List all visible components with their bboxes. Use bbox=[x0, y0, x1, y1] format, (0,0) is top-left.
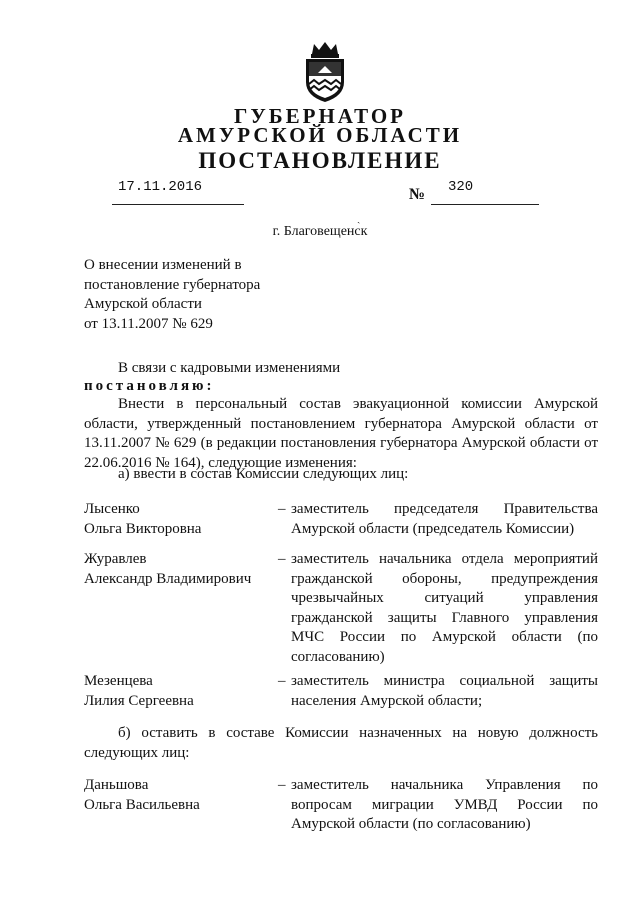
dash: – bbox=[278, 777, 286, 793]
number-underline bbox=[431, 204, 539, 205]
number-sign: № bbox=[409, 186, 426, 203]
person-name bbox=[84, 776, 274, 815]
person-surname: Даньшова bbox=[84, 777, 149, 793]
document-type-title: ПОСТАНОВЛЕНИЕ bbox=[198, 148, 442, 173]
subject-line: Амурской области bbox=[84, 296, 202, 312]
person-surname: Журавлев bbox=[84, 551, 147, 567]
dash: – bbox=[278, 673, 286, 689]
person-given-name: Ольга Васильевна bbox=[84, 796, 200, 813]
subject-line: О внесении изменений в bbox=[84, 257, 242, 273]
person-surname: Мезенцева bbox=[84, 673, 153, 689]
sub-item-a: а) ввести в состав Комиссии следующих лиц: bbox=[118, 466, 409, 482]
person-position: заместитель председателя Правительства Амурской области (председатель Комиссии) bbox=[291, 501, 598, 537]
decree-word: постановляю: bbox=[84, 378, 215, 394]
intro-text: В связи с кадровыми изменениями bbox=[118, 360, 341, 376]
dash: – bbox=[278, 501, 286, 517]
person-position: заместитель министра социальной защиты населения Амурской области; bbox=[291, 673, 598, 709]
document-date: 17.11.2016 bbox=[118, 179, 203, 195]
sub-item-b: б) оставить в составе Комиссии назначенных на новую должность следующих лиц: bbox=[84, 725, 598, 761]
person-name bbox=[84, 672, 274, 711]
header-governor: ГУБЕРНАТОР bbox=[233, 104, 407, 128]
subject-line: постановление губернатора bbox=[84, 276, 261, 293]
subject-line: от 13.11.2007 № 629 bbox=[84, 315, 213, 332]
document-number: 320 bbox=[448, 179, 474, 195]
person-surname: Лысенко bbox=[84, 501, 140, 517]
person-position: заместитель начальника Управления по вопросам миграции УМВД России по Амурской области (по согласованию) bbox=[291, 777, 598, 832]
person-given-name: Ольга Викторовна bbox=[84, 520, 202, 537]
coat-of-arms-emblem bbox=[298, 40, 352, 104]
person-given-name: Лилия Сергеевна bbox=[84, 692, 194, 709]
document-subject bbox=[84, 256, 314, 334]
paragraph-main: Внести в персональный состав эвакуационной комиссии Амурской области, утвержденный постановлением губернатора Амурской области от 13.11.2007 № 629 (в редакции постановления губернатора Амурской области от 22.06.2016 № 164), следующие изменения: bbox=[84, 396, 598, 471]
date-underline bbox=[112, 204, 244, 205]
person-given-name: Александр Владимирович bbox=[84, 570, 252, 587]
header-region: АМУРСКОЙ ОБЛАСТИ bbox=[177, 123, 463, 147]
dash: – bbox=[278, 551, 286, 567]
person-name bbox=[84, 550, 274, 589]
person-position: заместитель начальника отдела мероприятий гражданской обороны, предупреждения чрезвычайных ситуаций управления гражданской защиты Главного управления МЧС России по Амурской области (по согласованию) bbox=[291, 551, 598, 665]
city-name: г. Благовещенск bbox=[272, 224, 368, 239]
person-name bbox=[84, 500, 274, 539]
ink-mark: ˎ bbox=[357, 213, 361, 224]
